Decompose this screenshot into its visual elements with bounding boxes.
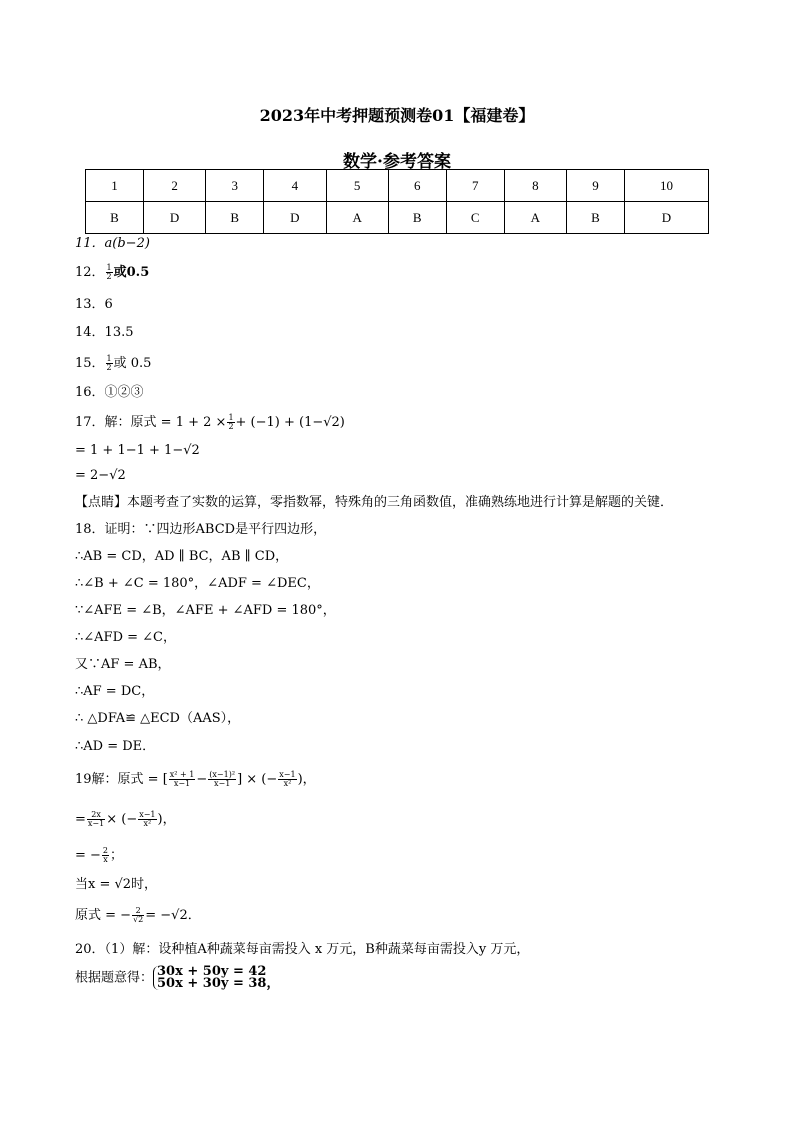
fraction: $\frac{1}{2}$	[106, 263, 112, 281]
page-title: 2023年中考押题预测卷01【福建卷】	[259, 106, 535, 125]
answer-18-line6: 又∵AF = AB，	[75, 657, 171, 672]
answer-choice-cell: D	[624, 202, 708, 234]
answer-15: 15． $\frac{1}{2}$ 或 0.5	[75, 354, 152, 372]
fraction: $\frac{2x}{x-1}$	[87, 810, 105, 828]
answer-17-note: 【点睛】本题考查了实数的运算，零指数幂，特殊角的三角函数值，准确熟练地进行计算是解题的关键．	[75, 495, 674, 510]
answer-13: 13．6	[75, 297, 113, 312]
answer-18-line7: ∴AF = DC，	[75, 684, 155, 699]
answer-choice-cell: C	[446, 202, 504, 234]
answer-18-line5: ∴∠AFD = ∠C，	[75, 630, 176, 645]
answer-table-header-row	[86, 170, 709, 202]
answer-16: 16．①②③	[75, 385, 144, 400]
answer-choice-cell: B	[86, 202, 144, 234]
answer-choice-cell: D	[143, 202, 205, 234]
question-number-cell: 4	[264, 170, 326, 202]
answer-19-step5: 原式 = − $\frac{2}{√2}$ = −√2．	[75, 906, 201, 924]
answer-18-line8: ∴ △DFA≌ △ECD（AAS），	[75, 711, 241, 726]
question-number-cell: 10	[624, 170, 708, 202]
fraction: $\frac{x-1}{\text{x²}}$	[279, 770, 296, 788]
answer-20-line1: 20．（1）解：设种植A种蔬菜每亩需投入 x 万元，B种蔬菜每亩需投入y 万元，	[75, 942, 530, 957]
answer-11: 11．a(b−2)	[75, 236, 150, 251]
answer-18-line2: ∴AB = CD，AD ∥ BC，AB ∥ CD，	[75, 549, 289, 564]
answer-14: 14．13.5	[75, 325, 134, 340]
fraction: $\frac{2}{√2}$	[133, 906, 144, 924]
fraction: $\frac{2}{x}$	[102, 846, 109, 864]
question-number-cell: 8	[504, 170, 566, 202]
fraction: $\frac{x-1}{\text{x²}}$	[139, 810, 156, 828]
answer-17-step3: = 2−√2	[75, 468, 126, 483]
answer-17-step1: 17．解：原式 = 1 + 2 × $\frac{1}{2}$ + (−1) + (1−√2)	[75, 413, 345, 431]
answer-18-line4: ∵∠AFE = ∠B，∠AFE + ∠AFD = 180°，	[75, 603, 336, 618]
question-number-cell: 1	[86, 170, 144, 202]
question-number-cell: 5	[326, 170, 388, 202]
question-number-cell: 6	[388, 170, 446, 202]
question-number-cell: 9	[567, 170, 625, 202]
answer-choice-cell: B	[206, 202, 264, 234]
answer-choice-cell: B	[388, 202, 446, 234]
fraction: $\frac{\text{x² + 1}}{x-1}$	[169, 770, 195, 788]
answer-18-line9: ∴AD = DE．	[75, 739, 156, 754]
answer-19-step2: = $\frac{2x}{x-1}$ × (− $\frac{x-1}{\text{x²}}$ )，	[75, 810, 176, 828]
answer-12: 12． $\frac{1}{2}$ 或0.5	[75, 263, 150, 281]
answer-18-line1: 18．证明：∵四边形ABCD是平行四边形，	[75, 522, 327, 537]
answer-table-answer-row	[86, 202, 709, 234]
fraction: $\frac{1}{2}$	[228, 413, 234, 431]
answer-19-step3: = − $\frac{2}{x}$ ；	[75, 846, 124, 864]
answer-choice-cell: A	[326, 202, 388, 234]
question-number-cell: 2	[143, 170, 205, 202]
fraction: $\frac{1}{2}$	[106, 354, 112, 372]
answer-17-step2: = 1 + 1−1 + 1−√2	[75, 443, 200, 458]
answer-choice-cell: D	[264, 202, 326, 234]
page-subtitle: 数学·参考答案	[343, 152, 451, 172]
equation-system: 30x + 50y = 42 50x + 30y = 38，	[153, 966, 279, 990]
answer-19-step1: 19解：原式 = [ $\frac{\text{x² + 1}}{x-1}$ − $\frac{\text{(x−1)²}}{x-1}$ ] × (− $\frac{x-1}{\text{x²}}$ )，	[75, 770, 316, 788]
fraction: $\frac{\text{(x−1)²}}{x-1}$	[209, 770, 236, 788]
answer-18-line3: ∴∠B + ∠C = 180°，∠ADF = ∠DEC，	[75, 576, 320, 591]
answer-table	[85, 169, 709, 234]
answer-19-step4: 当x = √2时，	[75, 877, 158, 892]
question-number-cell: 3	[206, 170, 264, 202]
answer-choice-cell: B	[567, 202, 625, 234]
question-number-cell: 7	[446, 170, 504, 202]
answer-choice-cell: A	[504, 202, 566, 234]
answer-20-system: 根据题意得： 30x + 50y = 42 50x + 30y = 38，	[75, 964, 280, 991]
